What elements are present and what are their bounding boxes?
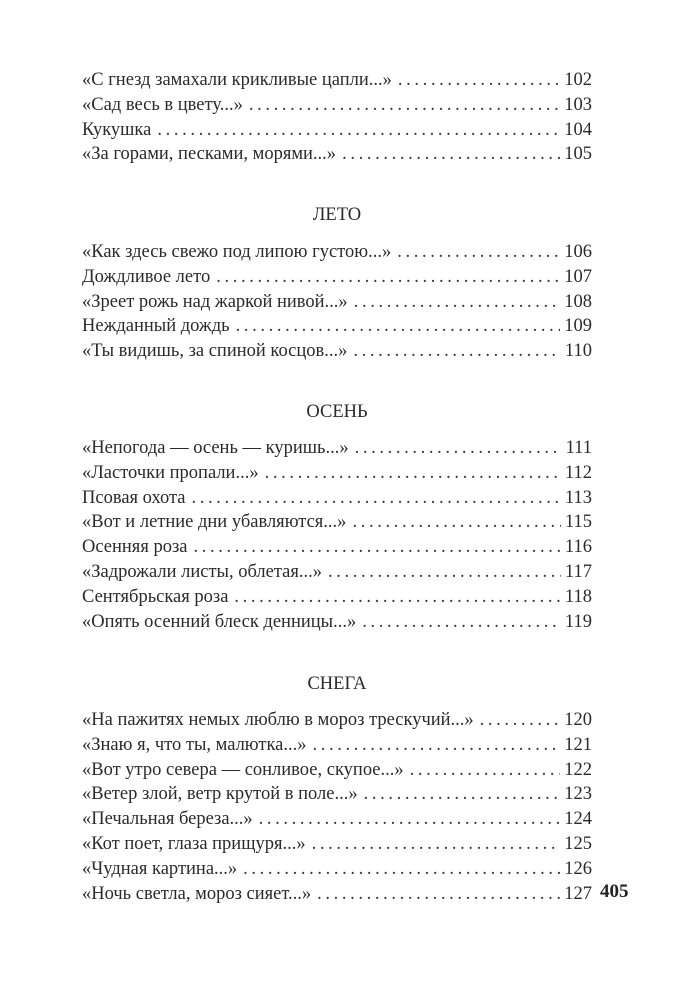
- toc-entry-title: «Непогода — осень — куришь...»: [82, 438, 349, 458]
- toc-entry-title: Нежданный дождь: [82, 316, 230, 337]
- toc-entry: [82, 93, 592, 118]
- toc-entry: [82, 857, 592, 882]
- toc-entry: [82, 486, 592, 511]
- toc-entry-page: 102: [564, 70, 592, 90]
- section-heading-summer: ЛЕТО: [312, 205, 362, 225]
- toc-entry-title: «За горами, песками, морями...»: [82, 144, 337, 165]
- dot-leader: [243, 857, 560, 882]
- toc-section-snow: [82, 708, 592, 906]
- toc-entry-title: Кукушка: [82, 119, 152, 140]
- toc-entry-title: «Знаю я, что ты, малютка...»: [82, 734, 307, 755]
- toc-entry: [82, 708, 592, 733]
- dot-leader: [353, 339, 561, 364]
- toc-entry: [82, 560, 592, 585]
- toc-entry-title: «Сад весь в цвету...»: [82, 94, 243, 115]
- toc-section-0: [82, 68, 592, 167]
- dot-leader: [259, 807, 561, 832]
- toc-entry: [82, 118, 592, 143]
- toc-entry: [82, 882, 592, 907]
- dot-leader: [355, 436, 562, 461]
- section-heading-snow: СНЕГА: [307, 674, 367, 694]
- toc-entry-title: «Как здесь свежо под липою густою...»: [82, 242, 392, 262]
- toc-entry: [82, 782, 592, 807]
- toc-entry-title: «Вот и летние дни убавляются...»: [82, 512, 347, 533]
- toc-entry-title: «Задрожали листы, облетая...»: [82, 561, 323, 582]
- toc-entry-title: Дождливое лето: [82, 266, 211, 287]
- toc-entry: [82, 339, 592, 364]
- dot-leader: [192, 486, 561, 511]
- dot-leader: [236, 314, 561, 339]
- dot-leader: [342, 142, 560, 167]
- toc-entry: [82, 240, 592, 265]
- toc-entry-title: «Ночь светла, мороз сияет...»: [82, 883, 312, 904]
- dot-leader: [354, 290, 561, 315]
- dot-leader: [397, 240, 560, 265]
- dot-leader: [249, 93, 560, 118]
- dot-leader: [157, 118, 560, 143]
- toc-entry: [82, 461, 592, 486]
- toc-entry-title: Осенняя роза: [82, 537, 188, 558]
- toc-entry-page: 123: [564, 784, 592, 805]
- toc-entry-page: 105: [564, 144, 592, 165]
- toc-entry-title: «Ласточки пропали...»: [82, 462, 259, 483]
- toc-entry-page: 111: [565, 438, 592, 458]
- toc-entry-page: 115: [564, 512, 592, 533]
- toc-entry-page: 107: [564, 266, 592, 287]
- toc-entry: [82, 585, 592, 610]
- toc-entry: [82, 758, 592, 783]
- toc-entry-page: 117: [564, 561, 592, 582]
- toc-entry: [82, 265, 592, 290]
- toc-entry-page: 106: [564, 242, 592, 262]
- dot-leader: [480, 708, 561, 733]
- toc-entry-page: 113: [564, 487, 592, 508]
- dot-leader: [312, 832, 561, 857]
- toc-entry-page: 120: [564, 710, 592, 730]
- toc-section-autumn: [82, 436, 592, 634]
- dot-leader: [352, 510, 560, 535]
- toc-entry-page: 124: [564, 809, 592, 830]
- toc-entry-title: «Вот утро севера — сонливое, скупое...»: [82, 759, 404, 780]
- toc-entry-page: 103: [564, 94, 592, 115]
- dot-leader: [216, 265, 560, 290]
- toc-entry: [82, 142, 592, 167]
- dot-leader: [265, 461, 561, 486]
- toc-entry: [82, 68, 592, 93]
- dot-leader: [193, 535, 560, 560]
- toc-entry-title: «Зреет рожь над жаркой нивой...»: [82, 291, 348, 312]
- toc-entry-page: 126: [564, 858, 592, 879]
- toc-entry: [82, 290, 592, 315]
- dot-leader: [313, 733, 561, 758]
- page-number: 405: [600, 881, 629, 902]
- toc-entry-page: 122: [564, 759, 592, 780]
- toc-entry-page: 118: [564, 586, 592, 607]
- toc-entry: [82, 510, 592, 535]
- toc-entry-page: 121: [564, 734, 592, 755]
- section-heading-autumn: ОСЕНЬ: [306, 402, 368, 422]
- dot-leader: [364, 782, 561, 807]
- toc-entry: [82, 535, 592, 560]
- toc-entry-title: «Чудная картина...»: [82, 858, 238, 879]
- toc-entry-page: 110: [564, 341, 592, 362]
- toc-entry-page: 119: [564, 611, 592, 632]
- toc-entry-page: 116: [564, 537, 592, 558]
- dot-leader: [234, 585, 561, 610]
- toc-entry-page: 125: [564, 833, 592, 854]
- toc-entry-title: «Опять осенний блеск денницы...»: [82, 611, 357, 632]
- toc-entry-title: «Кот поет, глаза прищуря...»: [82, 833, 306, 854]
- dot-leader: [410, 758, 561, 783]
- toc-entry-title: «Ветер злой, ветр крутой в поле...»: [82, 784, 358, 805]
- toc-entry-title: «Печальная береза...»: [82, 809, 253, 830]
- toc-entry-page: 104: [564, 119, 592, 140]
- dot-leader: [398, 68, 560, 93]
- toc-entry: [82, 807, 592, 832]
- toc-entry: [82, 832, 592, 857]
- dot-leader: [328, 560, 561, 585]
- toc-entry-page: 108: [564, 291, 592, 312]
- toc-entry: [82, 314, 592, 339]
- toc-entry-title: Псовая охота: [82, 487, 186, 508]
- toc-entry-page: 109: [564, 316, 592, 337]
- toc-section-summer: [82, 240, 592, 364]
- toc-entry-page: 127: [564, 883, 592, 904]
- dot-leader: [317, 882, 560, 907]
- toc-entry: [82, 436, 592, 461]
- toc-entry-title: «С гнезд замахали крикливые цапли...»: [82, 70, 392, 90]
- toc-entry: [82, 733, 592, 758]
- dot-leader: [362, 610, 561, 635]
- toc-entry-page: 112: [564, 462, 592, 483]
- toc-entry: [82, 610, 592, 635]
- toc-entry-title: «Ты видишь, за спиной косцов...»: [82, 341, 348, 362]
- toc-entry-title: Сентябрьская роза: [82, 586, 229, 607]
- toc-entry-title: «На пажитях немых люблю в мороз трескучий...»: [82, 710, 474, 730]
